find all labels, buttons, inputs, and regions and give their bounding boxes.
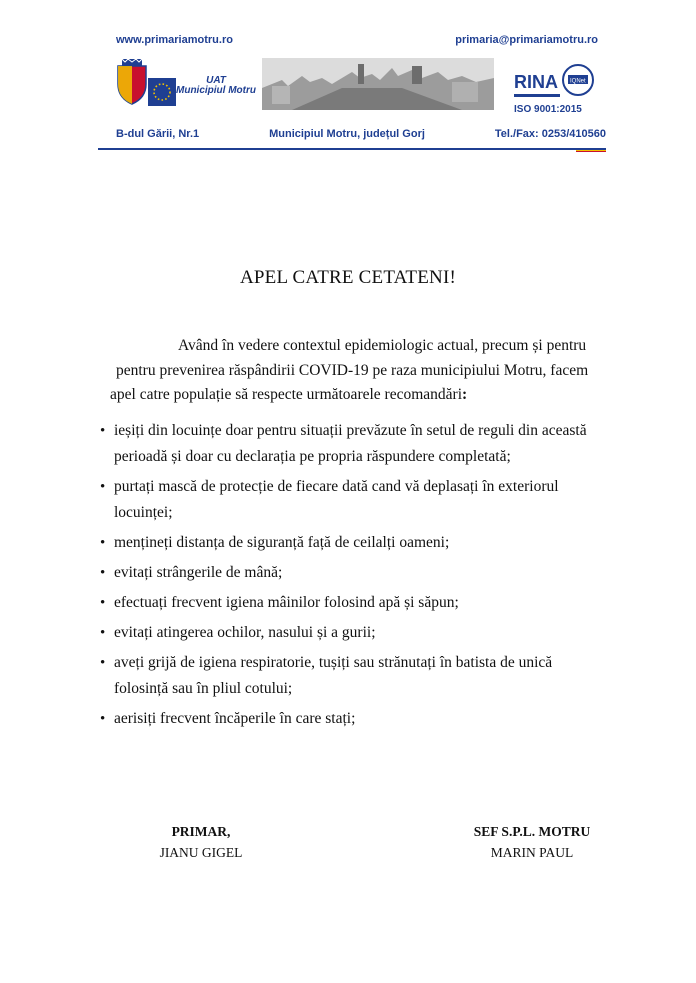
letterhead-bottom-row: [116, 128, 606, 140]
signature-role: PRIMAR,: [171, 824, 231, 839]
svg-text:ISO 9001:2015: ISO 9001:2015: [514, 104, 582, 115]
signature-spl-head: [448, 821, 616, 863]
signature-mayor: [140, 821, 262, 863]
address-text: B-dul Gării, Nr.1: [116, 128, 200, 140]
letterhead-top-row: [116, 34, 598, 46]
municipality-logo: [112, 58, 262, 108]
logo-caption: UAT Municipiul Motru: [176, 75, 256, 96]
recommendations-list: [100, 418, 600, 736]
list-item: • mențineți distanța de siguranță față de ceilalți oameni;: [100, 530, 600, 556]
intro-colon: :: [462, 386, 468, 403]
rina-iqnet-badge-icon: [512, 62, 596, 118]
website-text: www.primariamotru.ro: [116, 34, 233, 46]
signature-name: MARIN PAUL: [490, 845, 574, 860]
phone-text: Tel./Fax: 0253/410560: [494, 128, 606, 140]
coat-of-arms-icon: [112, 58, 152, 106]
email-text: primaria@primariamotru.ro: [455, 34, 598, 46]
list-item: • efectuați frecvent igiena mâinilor folosind apă și săpun;: [100, 590, 600, 616]
list-item: • evitați strângerile de mână;: [100, 560, 600, 586]
intro-line-3: apel catre populație să respecte următoarele recomandări: [110, 386, 462, 403]
list-item: • evitați atingerea ochilor, nasului și a gurii;: [100, 620, 600, 646]
signature-role: SEF S.P.L. MOTRU: [473, 824, 591, 839]
list-item: • purtați mască de protecție de fiecare dată cand vă deplasați în exteriorul locuinței;: [100, 474, 600, 526]
intro-paragraph: [110, 334, 596, 408]
list-item: • aveți grijă de igiena respiratorie, tușiți sau strănutați în batista de unică folosință sau în pliul cotului;: [100, 650, 600, 702]
list-item: • ieșiți din locuințe doar pentru situații prevăzute în setul de reguli din această perioadă și doar cu declarația pe propria răspundere completată;: [100, 418, 600, 470]
document-title: APEL CATRE CETATENI!: [239, 267, 457, 288]
svg-text:RINA: RINA: [514, 72, 558, 92]
signature-name: JIANU GIGEL: [159, 845, 243, 860]
eu-stars-icon: [148, 78, 176, 106]
intro-line-1: Având în vedere contextul epidemiologic actual, precum și pentru: [178, 337, 587, 354]
iso-certification-logo: [512, 62, 596, 118]
letterhead-divider: [98, 148, 606, 152]
city-skyline-image: [262, 58, 494, 110]
intro-line-2: pentru prevenirea răspândirii COVID-19 pe raza municipiului Motru, facem: [116, 361, 589, 379]
locality-text: Municipiul Motru, județul Gorj: [269, 128, 425, 140]
list-item: • aerisiți frecvent încăperile în care stați;: [100, 706, 600, 732]
city-photo: [262, 58, 494, 110]
svg-text:IQNet: IQNet: [570, 78, 586, 85]
